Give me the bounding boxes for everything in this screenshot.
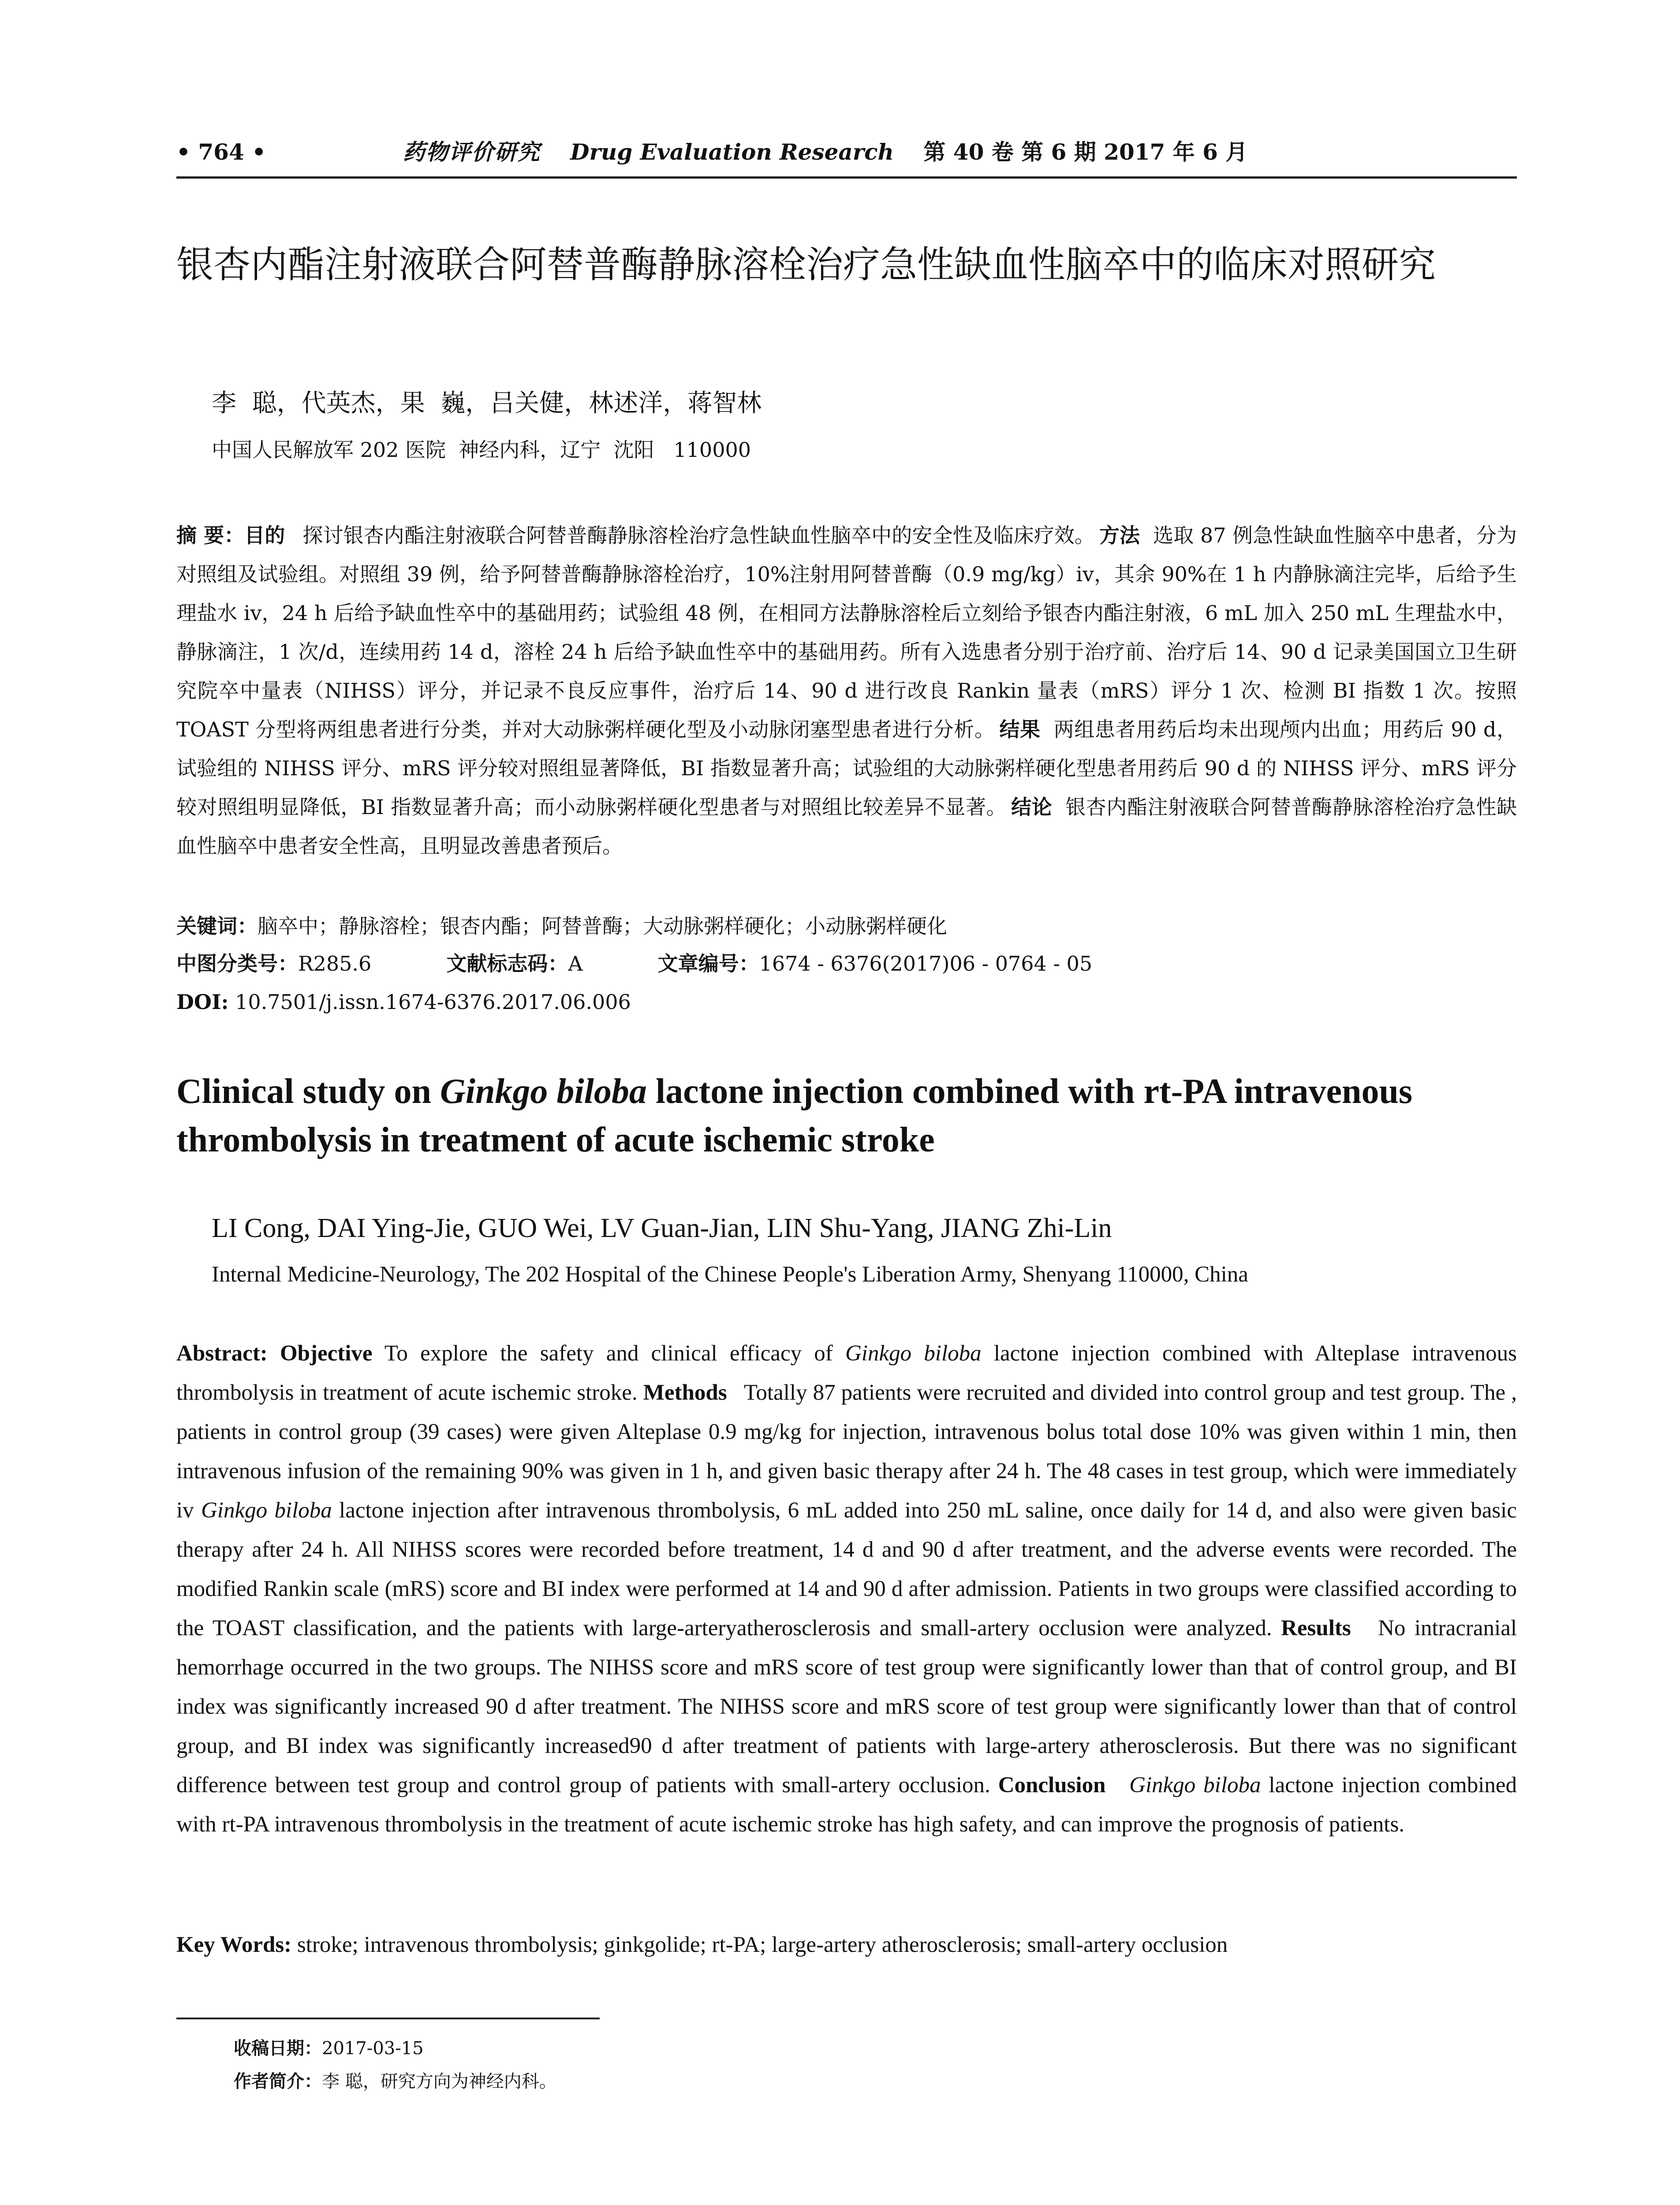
running-header	[176, 139, 1517, 165]
cn-abstract	[176, 516, 1517, 865]
cn-methods-label: 方法	[1099, 523, 1140, 547]
cn-title: 银杏内酯注射液联合阿替普酶静脉溶栓治疗急性缺血性脑卒中的临床对照研究	[176, 243, 1436, 286]
doc-code-label: 文献标志码：	[446, 952, 568, 975]
en-abstract	[176, 1334, 1517, 1844]
en-title-part1: Clinical study on	[176, 1072, 440, 1111]
author-bio-label: 作者简介：	[234, 2071, 322, 2092]
en-conclusion-label: Conclusion	[998, 1773, 1106, 1798]
cn-authors: 李 聪，代英杰，果 巍，吕关健，林述洋，蒋智林	[212, 389, 762, 418]
en-methods-label: Methods	[643, 1380, 727, 1405]
en-abstract-label: Abstract:	[176, 1341, 268, 1366]
en-methods-1: Totally 87 patients were recruited and divided into control group and test group. The , patients in control group (39 cases) were given Alteplase 0.9 mg/kg for injection, intravenous bolus total dose 10% was given within 1 min, then intravenous infusion of the remaining 90% was given in 1 h, and given basic therapy after 24 h. The 48 cases in test group, which were immediately iv	[176, 1380, 1517, 1523]
en-species-1: Ginkgo biloba	[845, 1341, 982, 1366]
cn-conclusion-label: 结论	[1011, 795, 1053, 819]
en-results-label: Results	[1281, 1616, 1351, 1641]
doc-code-value: A	[568, 952, 583, 975]
header-rule	[176, 176, 1517, 179]
doc-code-item	[446, 946, 582, 981]
en-keywords-text: stroke; intravenous thrombolysis; ginkgolide; rt-PA; large-artery atherosclerosis; small-artery occlusion	[297, 1932, 1228, 1957]
author-bio: 李 聪，研究方向为神经内科。	[322, 2071, 557, 2092]
received-label: 收稿日期：	[234, 2038, 322, 2059]
doi-line	[176, 984, 1517, 1020]
en-title	[176, 1067, 1517, 1164]
en-objective-1: To explore the safety and clinical efficacy of	[384, 1341, 845, 1366]
en-methods-2: lactone injection after intravenous thrombolysis, 6 mL added into 250 mL saline, once daily for 14 d, and also were given basic therapy after 24 h. All NIHSS scores were recorded before treatment, 14 d and 90 d after treatment, and the adverse events were recorded. The modified Rankin scale (mRS) score and BI index were performed at 14 and 90 d after admission. Patients in two groups were classified according to the TOAST classification, and the patients with large-arteryatherosclerosis and small-artery occlusion were analyzed.	[176, 1498, 1517, 1641]
clc-label: 中图分类号：	[176, 952, 298, 975]
en-keywords-label: Key Words:	[176, 1932, 292, 1957]
clc-item	[176, 946, 371, 981]
article-no-label: 文章编号：	[657, 952, 759, 975]
cn-keywords-text: 脑卒中；静脉溶栓；银杏内酯；阿替普酶；大动脉粥样硬化；小动脉粥样硬化	[258, 914, 947, 938]
doi-label: DOI:	[176, 990, 229, 1014]
cn-conclusion-text: 银杏内酯注射液联合阿替普酶静脉溶栓治疗急性缺血性脑卒中患者安全性高，且明显改善患者预后。	[176, 795, 1517, 858]
en-title-part2: lactone injection combined with rt-PA intravenous thrombolysis in treatment of acute ischemic stroke	[176, 1072, 1413, 1159]
cn-methods-text: 选取 87 例急性缺血性脑卒中患者，分为对照组及试验组。对照组 39 例，给予阿替普酶静脉溶栓治疗，10%注射用阿替普酶（0.9 mg/kg）iv，其余 90%在 1 h 内静脉滴注完毕，后给予生理盐水 iv，24 h 后给予缺血性卒中的基础用药；试验组 48 例，在相同方法静脉溶栓后立刻给予银杏内酯注射液，6 mL 加入 250 mL 生理盐水中，静脉滴注，1 次/d，连续用药 14 d，溶栓 24 h 后给予缺血性卒中的基础用药。所有入选患者分别于治疗前、治疗后 14、90 d 记录美国国立卫生研究院卒中量表（NIHSS）评分，并记录不良反应事件，治疗后 14、90 d 进行改良 Rankin 量表（mRS）评分 1 次、检测 BI 指数 1 次。按照 TOAST 分型将两组患者进行分类，并对大动脉粥样硬化型及小动脉闭塞型患者进行分析。	[176, 523, 1517, 741]
en-results-text: No intracranial hemorrhage occurred in the two groups. The NIHSS score and mRS score of test group were significantly lower than that of control group, and BI index was significantly increased 90 d after treatment. The NIHSS score and mRS score of test group were significantly lower than that of control group, and BI index was significantly increased90 d after treatment of patients with large-artery atherosclerosis. But there was no significant difference between test group and control group of patients with small-artery occlusion.	[176, 1616, 1517, 1798]
en-objective-2: lactone injection combined with Alteplase intravenous thrombolysis in treatment of acute ischemic stroke.	[176, 1341, 1517, 1405]
en-authors: LI Cong, DAI Ying-Jie, GUO Wei, LV Guan-Jian, LIN Shu-Yang, JIANG Zhi-Lin	[212, 1213, 1112, 1243]
journal-banner	[266, 139, 1517, 165]
clc-value: R285.6	[298, 952, 372, 975]
en-objective-label: Objective	[280, 1341, 373, 1366]
cn-results-label: 结果	[999, 718, 1041, 741]
journal-name: Drug Evaluation Research	[570, 139, 894, 165]
cn-objective-label: 目的	[244, 523, 285, 547]
cn-objective-text: 探讨银杏内酯注射液联合阿替普酶静脉溶栓治疗急性缺血性脑卒中的安全性及临床疗效。	[302, 523, 1095, 547]
article-no-value: 1674 - 6376(2017)06 - 0764 - 05	[759, 952, 1093, 975]
en-title-species: Ginkgo biloba	[440, 1072, 647, 1111]
cn-keywords	[176, 908, 1517, 944]
article-no-item	[658, 946, 1093, 981]
cn-abstract-label: 摘 要：	[176, 523, 245, 547]
en-species-2: Ginkgo biloba	[201, 1498, 332, 1523]
en-keywords	[176, 1927, 1517, 1962]
page-number: • 764 •	[176, 139, 266, 165]
received-date: 2017-03-15	[322, 2038, 424, 2059]
footnote-author	[234, 2068, 1468, 2095]
en-conclusion-text: lactone injection combined with rt-PA intravenous thrombolysis in the treatment of acute ischemic stroke has high safety, and can improve the prognosis of patients.	[176, 1773, 1517, 1837]
footnote-received	[234, 2035, 1468, 2062]
en-species-3: Ginkgo biloba	[1129, 1773, 1261, 1798]
cn-classification	[176, 946, 1517, 981]
doi-value: 10.7501/j.issn.1674-6376.2017.06.006	[235, 990, 631, 1014]
journal-logo: 药物评价研究	[403, 139, 541, 165]
cn-affiliation: 中国人民解放军 202 医院 神经内科，辽宁 沈阳 110000	[212, 438, 751, 462]
footnote-rule	[176, 2018, 600, 2019]
issue-info: 第 40 卷 第 6 期 2017 年 6 月	[923, 139, 1248, 165]
cn-keywords-label: 关键词：	[176, 914, 258, 938]
en-affiliation: Internal Medicine-Neurology, The 202 Hospital of the Chinese People's Liberation Army, Shenyang 110000, China	[212, 1262, 1248, 1287]
cn-results-text: 两组患者用药后均未出现颅内出血；用药后 90 d，试验组的 NIHSS 评分、mRS 评分较对照组显著降低，BI 指数显著升高；试验组的大动脉粥样硬化型患者用药后 90 d 的 NIHSS 评分、mRS 评分较对照组明显降低，BI 指数显著升高；而小动脉粥样硬化型患者与对照组比较差异不显著。	[176, 718, 1517, 819]
